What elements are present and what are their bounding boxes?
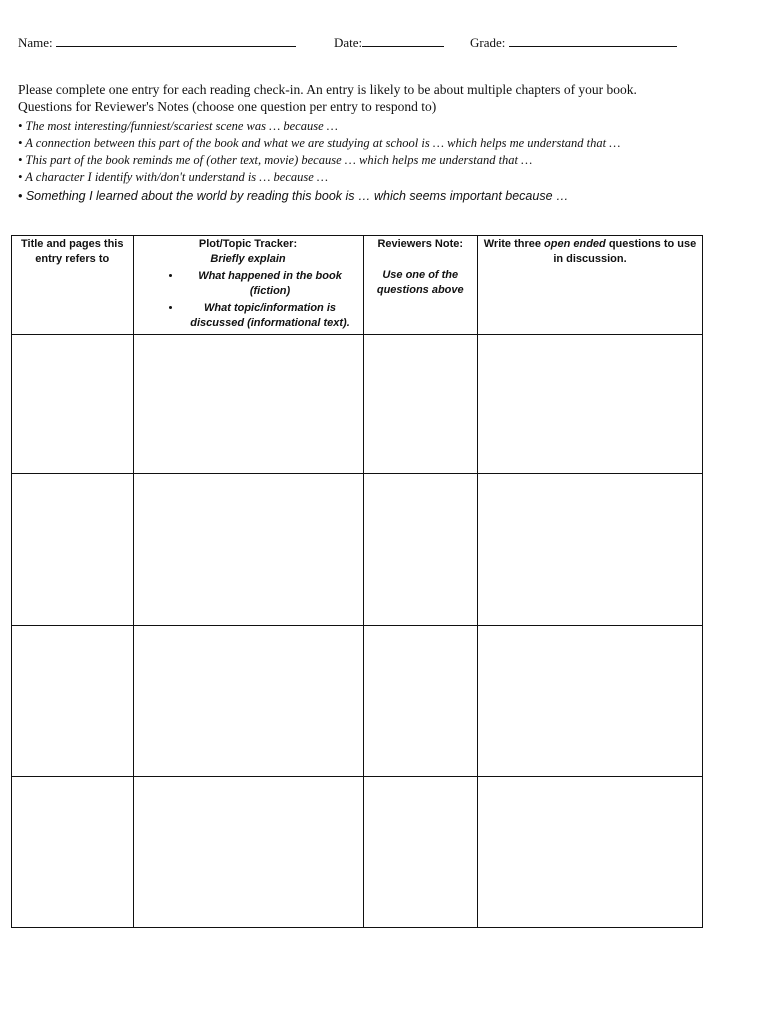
date-field[interactable] xyxy=(334,34,444,51)
grade-blank-line[interactable] xyxy=(509,34,677,47)
prompt-item: • This part of the book reminds me of (other text, movie) because … which helps me understand that … xyxy=(18,153,533,167)
instruction-line-1: Please complete one entry for each reading check-in. An entry is likely to be about multiple chapters of your book. xyxy=(18,82,637,97)
plot-tracker-subtitle: Briefly explain xyxy=(210,253,286,265)
reading-tracker-table xyxy=(11,235,703,928)
plot-tracker-cell[interactable] xyxy=(133,335,363,474)
title-pages-cell[interactable] xyxy=(12,626,134,777)
instruction-line-2: Questions for Reviewer's Notes (choose one question per entry to respond to) xyxy=(18,99,437,114)
date-label: Date: xyxy=(334,35,363,50)
plot-tracker-cell[interactable] xyxy=(133,474,363,626)
reviewers-note-cell[interactable] xyxy=(363,777,477,928)
discussion-questions-cell[interactable] xyxy=(477,777,702,928)
name-blank-line[interactable] xyxy=(56,34,296,47)
title-pages-header: Title and pages this entry refers to xyxy=(12,236,134,335)
plot-tracker-bullet: • What happened in the book (fiction) xyxy=(182,269,359,299)
instructions xyxy=(18,81,738,115)
reviewers-note-subtitle: Use one of the questions above xyxy=(376,269,464,296)
reviewers-note-title: Reviewers Note: xyxy=(377,238,464,250)
table-row xyxy=(12,474,703,626)
grade-field[interactable] xyxy=(470,34,677,51)
title-pages-cell[interactable] xyxy=(12,474,134,626)
grade-label: Grade: xyxy=(470,35,506,50)
discussion-header-text: Write three xyxy=(483,238,545,250)
prompt-item: • A connection between this part of the book and what we are studying at school is … which helps me understand that … xyxy=(18,136,621,150)
reviewer-prompt-list xyxy=(18,118,738,205)
plot-tracker-bullets xyxy=(138,269,359,331)
reviewers-note-cell[interactable] xyxy=(363,335,477,474)
discussion-questions-cell[interactable] xyxy=(477,335,702,474)
reviewers-note-cell[interactable] xyxy=(363,626,477,777)
plot-tracker-title: Plot/Topic Tracker: xyxy=(198,238,298,250)
title-pages-cell[interactable] xyxy=(12,777,134,928)
reviewers-note-header xyxy=(363,236,477,335)
discussion-questions-header xyxy=(477,236,702,335)
discussion-header-emphasis: open ended xyxy=(544,238,606,250)
plot-tracker-bullet: • What topic/information is discussed (informational text). xyxy=(182,301,359,331)
discussion-questions-cell[interactable] xyxy=(477,474,702,626)
reviewers-note-cell[interactable] xyxy=(363,474,477,626)
title-pages-cell[interactable] xyxy=(12,335,134,474)
name-field[interactable] xyxy=(18,34,296,51)
discussion-header-text-end: questions to use in discussion. xyxy=(553,238,697,265)
table-row xyxy=(12,777,703,928)
discussion-questions-cell[interactable] xyxy=(477,626,702,777)
date-blank-line[interactable] xyxy=(362,34,444,47)
table-row xyxy=(12,335,703,474)
plot-tracker-header xyxy=(133,236,363,335)
student-info-header xyxy=(18,34,738,54)
name-label: Name: xyxy=(18,35,53,50)
plot-tracker-cell[interactable] xyxy=(133,626,363,777)
prompt-item: • A character I identify with/don't understand is … because … xyxy=(18,170,329,184)
prompt-item: • The most interesting/funniest/scariest scene was … because … xyxy=(18,119,338,133)
table-row xyxy=(12,626,703,777)
table-header-row xyxy=(12,236,703,335)
prompt-item: • Something I learned about the world by reading this book is … which seems important because … xyxy=(18,189,569,203)
plot-tracker-cell[interactable] xyxy=(133,777,363,928)
